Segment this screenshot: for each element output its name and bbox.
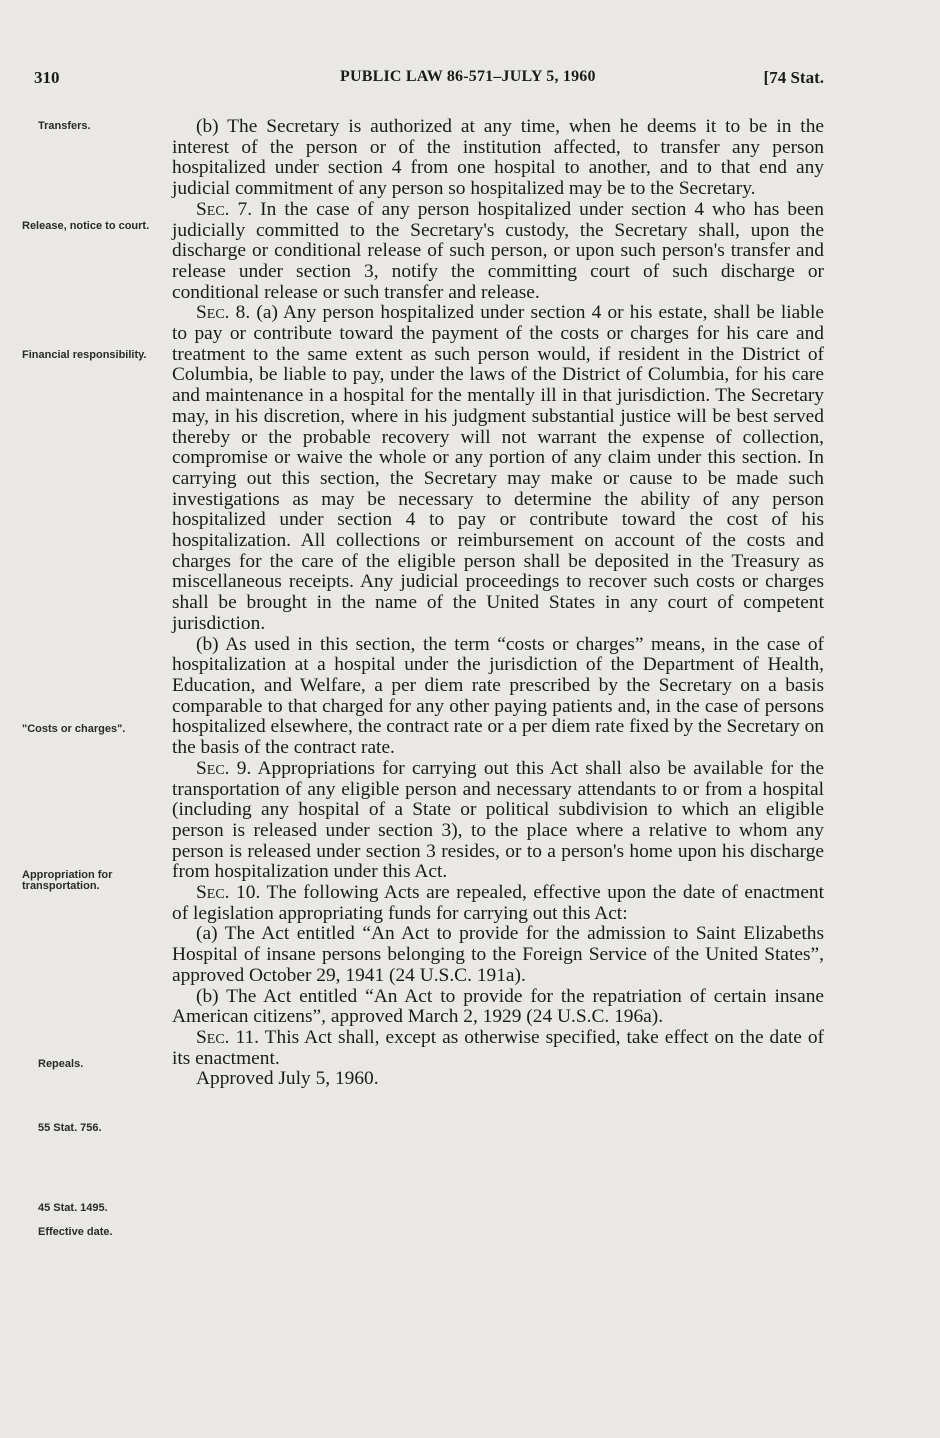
approval-line: Approved July 5, 1960. xyxy=(196,1068,379,1090)
statute-reference: [74 Stat. xyxy=(763,68,824,87)
section-9 xyxy=(172,759,824,883)
section-11 xyxy=(172,1028,824,1069)
section-10 xyxy=(172,883,824,924)
document-body xyxy=(172,117,824,1090)
margin-note-55-stat: 55 Stat. 756. xyxy=(38,1122,102,1134)
section-11-label: Sec. 11. xyxy=(196,1026,260,1048)
margin-note-45-stat: 45 Stat. 1495. xyxy=(38,1202,108,1214)
section-8a xyxy=(172,303,824,634)
margin-note-repeals: Repeals. xyxy=(38,1058,84,1070)
page-number: 310 xyxy=(34,68,60,87)
section-10b: (b) The Act entitled “An Act to provide for the repatriation of certain insane American citizens”, approved March 2, 1929 (24 U.S.C. 196a). xyxy=(172,985,824,1028)
margin-note-financial: Financial responsibility. xyxy=(22,349,147,361)
margin-note-effective-date: Effective date. xyxy=(38,1226,113,1238)
running-title: PUBLIC LAW 86-571–JULY 5, 1960 xyxy=(340,68,596,85)
section-9-label: Sec. 9. xyxy=(196,757,252,779)
section-7 xyxy=(172,200,824,304)
section-8-label: Sec. 8. xyxy=(196,302,251,324)
section-7-label: Sec. 7. xyxy=(196,198,253,220)
section-8a-text: (a) Any person hospitalized under section 4 or his estate, shall be liable to pay or contribute toward the payment of the costs or charges for his care and treatment to the same extent as such person would, if resident in the District of Columbia, be liable to pay, under the laws of the District of Columbia, for his care and maintenance in a hospital for the mentally ill in that jurisdiction. The Secretary may, in his discretion, where in his judgment substantial justice will be best served thereby or the probable recovery will not warrant the expense of collection, compromise or waive the whole or any portion of any claim under this section. In carrying out this section, the Secretary may make or cause to be made such investigations as may be necessary to determine the ability of any person hospitalized under section 4 to pay or contribute toward the cost of his hospitalization. All collections or reimbursement on account of the costs and charges for the care of the eligible person shall be deposited in the Treasury as miscellaneous receipts. Any judicial proceedings to recover such costs or charges shall be brought in the name of the United States in any court of competent jurisdiction. xyxy=(172,302,824,634)
section-9-text: Appropriations for carrying out this Act shall also be available for the transportation of any eligible person and necessary attendants to or from a hospital (including any hospital of a State or political subdivision to which an eligible person is released under section 3), to the place where a relative to whom any person is released under section 3 resides, or to a person's home upon his discharge from hospitalization under this Act. xyxy=(172,757,824,883)
margin-note-release: Release, notice to court. xyxy=(22,220,150,232)
section-10a: (a) The Act entitled “An Act to provide for the admission to Saint Elizabeths Hospital of insane persons belonging to the Foreign Service of the United States”, approved October 29, 1941 (24 U.S.C. 191a). xyxy=(172,923,824,986)
section-10-label: Sec. 10. xyxy=(196,882,261,904)
margin-note-appropriation: Appropriation for transportation. xyxy=(22,869,113,892)
section-6b: (b) The Secretary is authorized at any time, when he deems it to be in the interest of the person or of the institution affected, to transfer any person hospitalized under section 4 from one hospital to another, and to that end any judicial commitment of any person so hospitalized may be to the Secretary. xyxy=(172,116,824,200)
margin-note-costs-charges: "Costs or charges". xyxy=(22,723,126,735)
section-11-text: This Act shall, except as otherwise specified, take effect on the date of its enactment. xyxy=(172,1026,824,1069)
page-header xyxy=(34,68,824,92)
section-8b: (b) As used in this section, the term “costs or charges” means, in the case of hospitalization at a hospital under the jurisdiction of the Department of Health, Education, and Welfare, a per diem rate prescribed by the Secretary on a basis comparable to that charged for any other paying patients and, in the case of persons hospitalized elsewhere, the contract rate or a per diem rate fixed by the Secretary on the basis of the contract rate. xyxy=(172,633,824,759)
margin-note-transfers: Transfers. xyxy=(38,120,91,132)
section-10-text: The following Acts are repealed, effective upon the date of enactment of legislation appropriating funds for carrying out this Act: xyxy=(172,882,825,924)
section-7-text: In the case of any person hospitalized under section 4 who has been judicially committed to the Secretary's custody, the Secretary shall, upon the discharge or conditional release of such person, or upon such person's transfer and release under section 3, notify the committing court of such discharge or conditional release or such transfer and release. xyxy=(172,198,824,303)
